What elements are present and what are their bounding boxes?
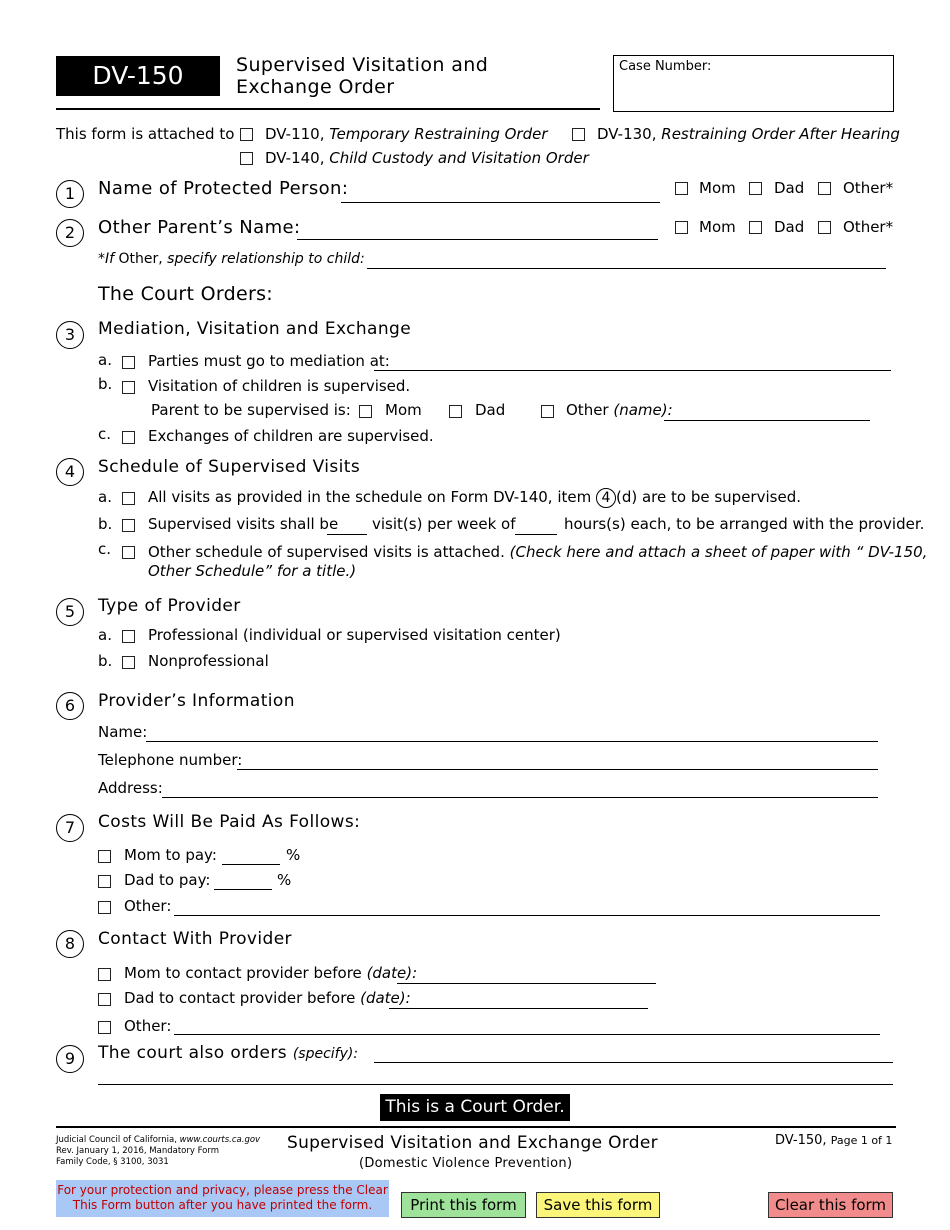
item-3b-checkbox[interactable] bbox=[122, 381, 135, 394]
item-4-heading: Schedule of Supervised Visits bbox=[98, 457, 361, 477]
form-title-line2: Exchange Order bbox=[236, 76, 395, 98]
provider-phone-label: Telephone number: bbox=[98, 751, 243, 769]
item-5a-text: Professional (individual or supervised visitation center) bbox=[148, 626, 561, 644]
header-rule bbox=[56, 108, 600, 110]
item-9-number: 9 bbox=[56, 1045, 84, 1073]
item-1-other-label: Other* bbox=[843, 179, 894, 197]
parent-supervised-label: Parent to be supervised is: bbox=[151, 401, 351, 419]
footer-rule bbox=[56, 1126, 896, 1128]
provider-name-label: Name: bbox=[98, 723, 148, 741]
supervised-mom-checkbox[interactable] bbox=[359, 405, 372, 418]
item-8-heading: Contact With Provider bbox=[98, 929, 292, 949]
supervised-other-checkbox[interactable] bbox=[541, 405, 554, 418]
item-5-number: 5 bbox=[56, 598, 84, 626]
mom-contact-checkbox[interactable] bbox=[98, 968, 111, 981]
item-4c-checkbox[interactable] bbox=[122, 546, 135, 559]
item-4b-text2: visit(s) per week of bbox=[372, 515, 516, 533]
item-4b-text1: Supervised visits shall be bbox=[148, 515, 339, 533]
attached-dv110-checkbox[interactable] bbox=[240, 128, 253, 141]
mom-pay-percent-sign: % bbox=[286, 846, 301, 864]
item-3a-checkbox[interactable] bbox=[122, 356, 135, 369]
footer-page: DV-150, Page 1 of 1 bbox=[775, 1133, 893, 1148]
item-3a-letter: a. bbox=[98, 351, 112, 369]
form-title-line1: Supervised Visitation and bbox=[236, 54, 489, 76]
attached-dv130-label: DV-130, Restraining Order After Hearing bbox=[597, 125, 900, 143]
other-parent-name-field[interactable] bbox=[297, 239, 658, 240]
item-4c-text: Other schedule of supervised visits is attached. (Check here and attach a sheet of paper with “ DV-150, bbox=[148, 543, 928, 561]
item-7-heading: Costs Will Be Paid As Follows: bbox=[98, 812, 361, 832]
attached-dv140-checkbox[interactable] bbox=[240, 152, 253, 165]
protected-person-name-field[interactable] bbox=[341, 202, 660, 203]
item-3-number: 3 bbox=[56, 321, 84, 349]
visits-per-week-field[interactable] bbox=[327, 534, 367, 535]
item-2-label: Other Parent’s Name: bbox=[98, 217, 301, 238]
privacy-notice bbox=[56, 1180, 389, 1217]
item-2-other-label: Other* bbox=[843, 218, 894, 236]
item-1-mom-label: Mom bbox=[699, 179, 736, 197]
item-5a-checkbox[interactable] bbox=[122, 630, 135, 643]
mediation-location-field[interactable] bbox=[374, 370, 891, 371]
dad-pay-label: Dad to pay: bbox=[124, 871, 211, 889]
item-5b-letter: b. bbox=[98, 652, 113, 670]
dad-pay-percent-sign: % bbox=[277, 871, 292, 889]
form-id: DV-150 bbox=[92, 61, 184, 90]
privacy-notice-line2: This Form button after you have printed the form. bbox=[72, 1198, 373, 1212]
footer-title: Supervised Visitation and Exchange Order bbox=[287, 1133, 658, 1153]
item-3b-letter: b. bbox=[98, 375, 113, 393]
provider-address-label: Address: bbox=[98, 779, 163, 797]
provider-name-field[interactable] bbox=[146, 741, 878, 742]
item-4b-letter: b. bbox=[98, 515, 113, 533]
item-4a-letter: a. bbox=[98, 488, 112, 506]
provider-address-field[interactable] bbox=[162, 797, 878, 798]
save-form-button[interactable]: Save this form bbox=[536, 1192, 660, 1218]
hours-each-field[interactable] bbox=[515, 534, 557, 535]
footer-revision: Rev. January 1, 2016, Mandatory Form bbox=[56, 1146, 220, 1156]
supervised-other-label: Other (name): bbox=[566, 401, 673, 419]
case-number-label: Case Number: bbox=[619, 59, 712, 74]
mom-pay-percent-field[interactable] bbox=[222, 864, 280, 865]
item-3c-letter: c. bbox=[98, 425, 112, 443]
item-3-heading: Mediation, Visitation and Exchange bbox=[98, 319, 412, 339]
item-5-heading: Type of Provider bbox=[98, 596, 241, 616]
relationship-field[interactable] bbox=[367, 268, 886, 269]
footer-code: Family Code, § 3100, 3031 bbox=[56, 1157, 169, 1167]
other-contact-field[interactable] bbox=[174, 1034, 880, 1035]
item-4c-note: Other Schedule” for a title.) bbox=[148, 562, 357, 580]
dad-pay-checkbox[interactable] bbox=[98, 875, 111, 888]
item-4-ref-circle: 4 bbox=[596, 488, 616, 508]
attached-dv140-label: DV-140, Child Custody and Visitation Order bbox=[265, 149, 589, 167]
item-6-heading: Provider’s Information bbox=[98, 691, 295, 711]
item-7-number: 7 bbox=[56, 814, 84, 842]
item-1-dad-label: Dad bbox=[774, 179, 805, 197]
mom-contact-date-field[interactable] bbox=[397, 983, 656, 984]
print-form-button[interactable]: Print this form bbox=[401, 1192, 526, 1218]
item-4-number: 4 bbox=[56, 458, 84, 486]
item-4b-text3: hours(s) each, to be arranged with the provider. bbox=[564, 515, 925, 533]
item-5b-text: Nonprofessional bbox=[148, 652, 269, 670]
form-id-box bbox=[56, 56, 220, 96]
dad-contact-label: Dad to contact provider before (date): bbox=[124, 989, 411, 1007]
supervised-dad-label: Dad bbox=[475, 401, 506, 419]
item-1-mom-checkbox[interactable] bbox=[675, 182, 688, 195]
other-pay-field[interactable] bbox=[174, 915, 880, 916]
privacy-notice-line1: For your protection and privacy, please press the Clear bbox=[57, 1183, 388, 1197]
item-5a-letter: a. bbox=[98, 626, 112, 644]
other-contact-checkbox[interactable] bbox=[98, 1021, 111, 1034]
mom-contact-label: Mom to contact provider before (date): bbox=[124, 964, 418, 982]
attached-label: This form is attached to bbox=[56, 125, 235, 143]
supervised-other-name-field[interactable] bbox=[664, 420, 870, 421]
court-also-orders-field[interactable] bbox=[374, 1062, 893, 1063]
other-pay-checkbox[interactable] bbox=[98, 901, 111, 914]
attached-dv130-checkbox[interactable] bbox=[572, 128, 585, 141]
item-1-number: 1 bbox=[56, 180, 84, 208]
court-orders-heading: The Court Orders: bbox=[98, 283, 274, 305]
relationship-label: *If Other, specify relationship to child: bbox=[98, 251, 365, 267]
item-4c-letter: c. bbox=[98, 540, 112, 558]
item-8-number: 8 bbox=[56, 930, 84, 958]
item-2-mom-label: Mom bbox=[699, 218, 736, 236]
item-4a-checkbox[interactable] bbox=[122, 492, 135, 505]
item-1-other-checkbox[interactable] bbox=[818, 182, 831, 195]
clear-form-button[interactable]: Clear this form bbox=[768, 1192, 893, 1218]
supervised-dad-checkbox[interactable] bbox=[449, 405, 462, 418]
item-1-dad-checkbox[interactable] bbox=[749, 182, 762, 195]
mom-pay-label: Mom to pay: bbox=[124, 846, 217, 864]
footer-source: Judicial Council of California, www.courts.ca.gov bbox=[56, 1135, 261, 1145]
court-order-banner: This is a Court Order. bbox=[380, 1094, 570, 1121]
provider-phone-field[interactable] bbox=[237, 769, 878, 770]
item-2-dad-checkbox[interactable] bbox=[749, 221, 762, 234]
item-5b-checkbox[interactable] bbox=[122, 656, 135, 669]
attached-dv110-label: DV-110, Temporary Restraining Order bbox=[265, 125, 548, 143]
court-also-orders-field-line2[interactable] bbox=[98, 1084, 893, 1085]
other-contact-label: Other: bbox=[124, 1017, 172, 1035]
item-1-label: Name of Protected Person: bbox=[98, 178, 349, 199]
item-3a-text: Parties must go to mediation at: bbox=[148, 352, 390, 370]
supervised-mom-label: Mom bbox=[385, 401, 422, 419]
dad-contact-date-field[interactable] bbox=[389, 1008, 648, 1009]
item-9-heading: The court also orders (specify): bbox=[98, 1043, 359, 1063]
item-4b-checkbox[interactable] bbox=[122, 519, 135, 532]
item-2-mom-checkbox[interactable] bbox=[675, 221, 688, 234]
item-2-other-checkbox[interactable] bbox=[818, 221, 831, 234]
item-3c-checkbox[interactable] bbox=[122, 431, 135, 444]
item-2-dad-label: Dad bbox=[774, 218, 805, 236]
dad-contact-checkbox[interactable] bbox=[98, 993, 111, 1006]
other-pay-label: Other: bbox=[124, 897, 172, 915]
item-6-number: 6 bbox=[56, 692, 84, 720]
dad-pay-percent-field[interactable] bbox=[214, 889, 272, 890]
item-4a-text: All visits as provided in the schedule on Form DV-140, item 4 (d) are to be supervised. bbox=[148, 488, 801, 506]
item-2-number: 2 bbox=[56, 219, 84, 247]
case-number-box[interactable] bbox=[613, 55, 894, 112]
item-3b-text: Visitation of children is supervised. bbox=[148, 377, 411, 395]
mom-pay-checkbox[interactable] bbox=[98, 850, 111, 863]
footer-subtitle: (Domestic Violence Prevention) bbox=[359, 1156, 573, 1171]
item-3c-text: Exchanges of children are supervised. bbox=[148, 427, 434, 445]
